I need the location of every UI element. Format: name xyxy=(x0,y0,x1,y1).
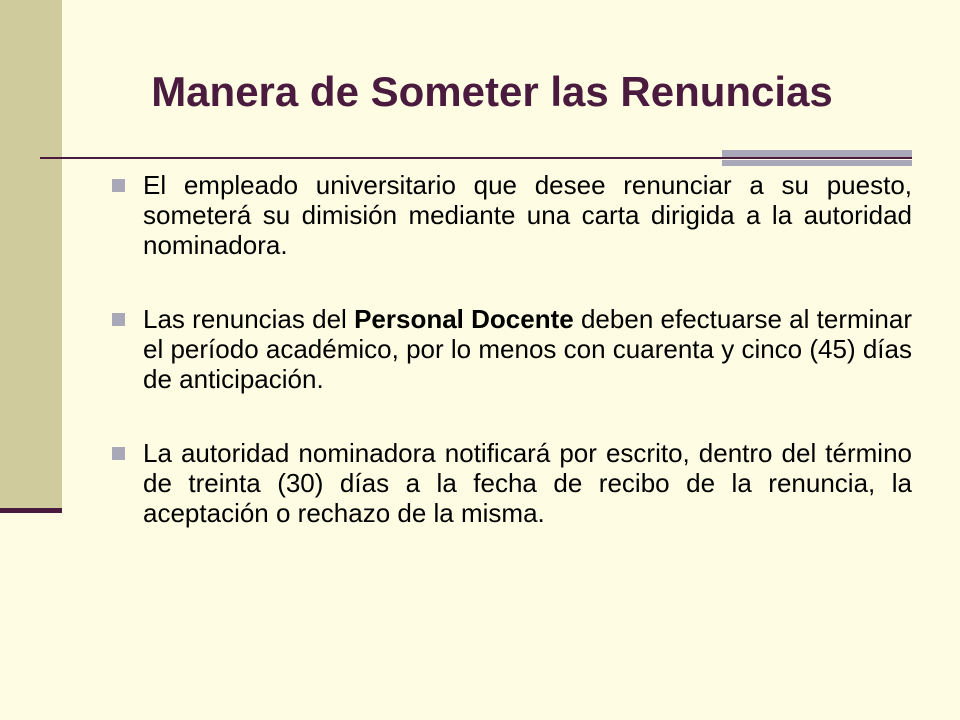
slide-title: Manera de Someter las Renuncias xyxy=(151,68,833,115)
bullet-text-before: Las renuncias del xyxy=(143,304,355,334)
left-decorative-band xyxy=(0,0,62,512)
bullet-item-3 xyxy=(112,438,912,528)
title-accent-bar-bottom xyxy=(722,160,912,166)
bullet-text xyxy=(143,304,912,394)
bullet-text: El empleado universitario que desee renunciar a su puesto, someterá su dimisión mediante una carta dirigida a la autoridad nominadora. xyxy=(143,170,912,260)
square-bullet-icon xyxy=(112,179,125,192)
square-bullet-icon xyxy=(112,313,125,326)
square-bullet-icon xyxy=(112,447,125,460)
title-divider-line xyxy=(40,157,912,159)
bullet-item-2 xyxy=(112,304,912,394)
title-accent-bar-top xyxy=(722,150,912,157)
left-band-underline xyxy=(0,508,62,513)
bullet-list xyxy=(112,170,912,572)
bullet-text: La autoridad nominadora notificará por escrito, dentro del término de treinta (30) días a la fecha de recibo de la renuncia, la aceptación o rechazo de la misma. xyxy=(143,438,912,528)
bullet-text-emphasis: Personal Docente xyxy=(354,304,574,334)
bullet-text-after: deben efectuarse al terminar el período académico, por lo menos con cuarenta y cinco (45) días de anticipación. xyxy=(143,304,912,394)
bullet-item-1 xyxy=(112,170,912,260)
